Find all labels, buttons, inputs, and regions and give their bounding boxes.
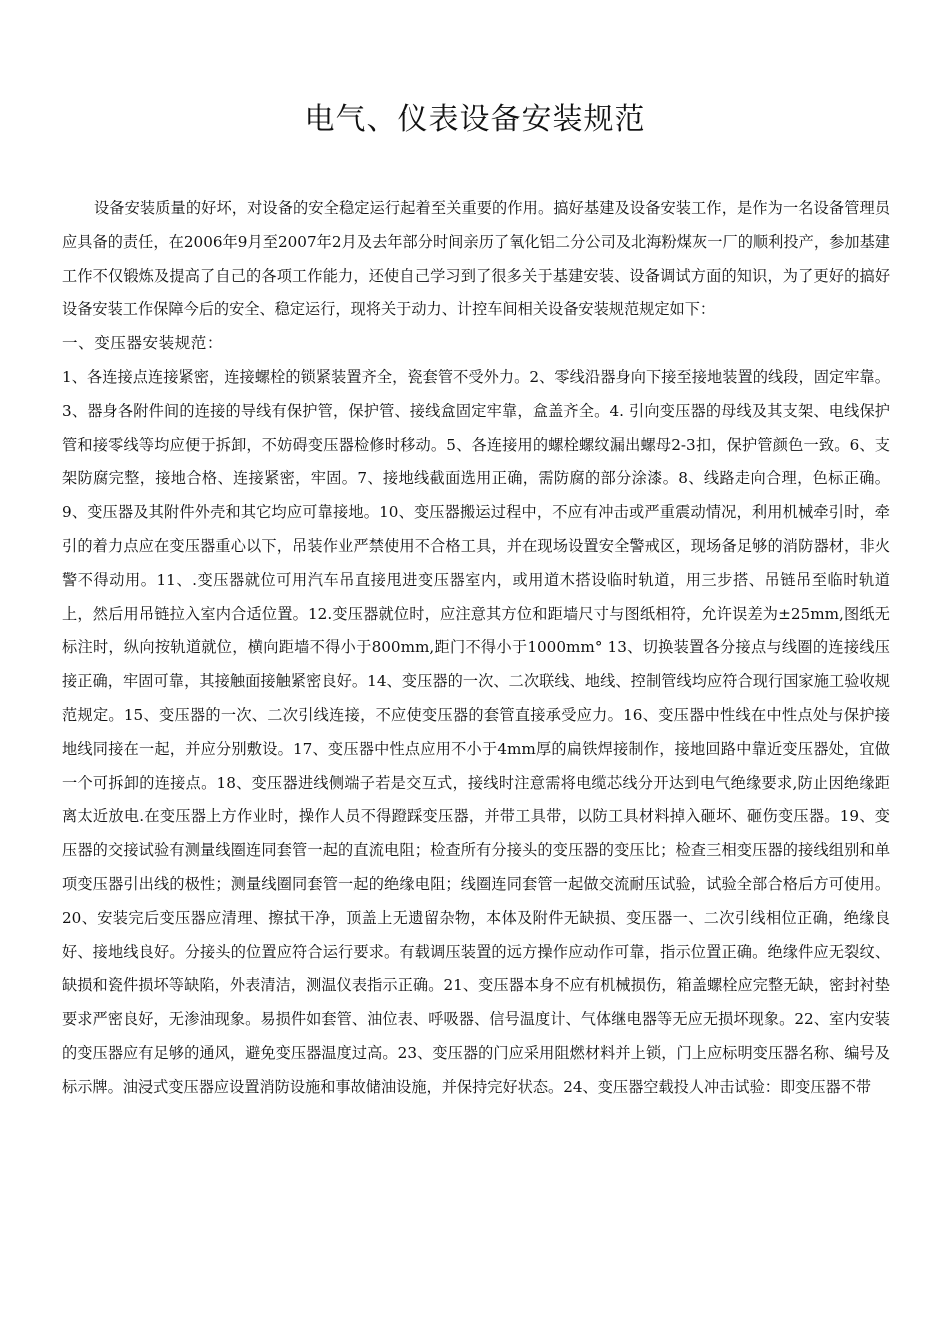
document-body [62, 192, 890, 1105]
section-heading-transformer: 一、变压器安装规范： [62, 334, 223, 353]
section-body-transformer: 1、各连接点连接紧密，连接螺栓的锁紧装置齐全，瓷套管不受外力。2、零线沿器身向下接至接地装置的线段，固定牢靠。3、器身各附件间的连接的导线有保护管，保护管、接线盒固定牢靠，盒盖齐全。4. 引向变压器的母线及其支架、电线保护管和接零线等均应便于拆卸，不妨碍变压器检修时移动。5、各连接用的螺栓螺纹漏出螺母2-3扣，保护管颜色一致。6、支架防腐完整，接地合格、连接紧密，牢固。7、接地线截面选用正确，需防腐的部分涂漆。8、线路走向合理，色标正确。9、变压器及其附件外壳和其它均应可靠接地。10、变压器搬运过程中，不应有冲击或严重震动情况，利用机械牵引时，牵引的着力点应在变压器重心以下，吊装作业严禁使用不合格工具，并在现场设置安全警戒区，现场备足够的消防器材，非火警不得动用。11、.变压器就位可用汽车吊直接甩进变压器室内，或用道木搭设临时轨道，用三步搭、吊链吊至临时轨道上，然后用吊链拉入室内合适位置。12.变压器就位时，应注意其方位和距墙尺寸与图纸相符，允许误差为±25mm,图纸无标注时，纵向按轨道就位，横向距墙不得小于800mm,距门不得小于1000mm° 13、切换装置各分接点与线圈的连接线压接正确，牢固可靠，其接触面接触紧密良好。14、变压器的一次、二次联线、地线、控制管线均应符合现行国家施工验收规范规定。15、变压器的一次、二次引线连接，不应使变压器的套管直接承受应力。16、变压器中性线在中性点处与保护接地线同接在一起，并应分别敷设。17、变压器中性点应用不小于4mm厚的扁铁焊接制作，接地回路中靠近变压器处，宜做一个可拆卸的连接点。18、变压器进线侧端子若是交互式，接线时注意需将电缆芯线分开达到电气绝缘要求,防止因绝缘距离太近放电.在变压器上方作业时，操作人员不得蹬踩变压器，并带工具带，以防工具材料掉入砸坏、砸伤变压器。19、变压器的交接试验有测量线圈连同套管一起的直流电阻；检查所有分接头的变压器的变压比；检查三相变压器的接线组别和单项变压器引出线的极性；测量线圈同套管一起的绝缘电阻；线圈连同套管一起做交流耐压试验，试验全部合格后方可使用。20、安装完后变压器应清理、擦拭干净，顶盖上无遗留杂物，本体及附件无缺损、变压器一、二次引线相位正确，绝缘良好、接地线良好。分接头的位置应符合运行要求。有载调压装置的远方操作应动作可靠，指示位置正确。绝缘件应无裂纹、缺损和瓷件损坏等缺陷，外表清洁，测温仪表指示正确。21、变压器本身不应有机械损伤，箱盖螺栓应完整无缺，密封衬垫要求严密良好，无渗油现象。易损件如套管、油位表、呼吸器、信号温度计、气体继电器等无应无损坏现象。22、室内安装的变压器应有足够的通风，避免变压器温度过高。23、变压器的门应采用阻燃材料并上锁，门上应标明变压器名称、编号及标示牌。油浸式变压器应设置消防设施和事故储油设施，并保持完好状态。24、变压器空载投人冲击试验：即变压器不带 [62, 367, 890, 1096]
document-title: 电气、仪表设备安装规范 [304, 102, 646, 137]
intro-paragraph: 设备安装质量的好坏，对设备的安全稳定运行起着至关重要的作用。搞好基建及设备安装工作，是作为一名设备管理员应具备的责任，在2006年9月至2007年2月及去年部分时间亲历了氧化铝二分公司及北海粉煤灰一厂的顺利投产，参加基建工作不仅锻炼及提高了自己的各项工作能力，还使自己学习到了很多关于基建安装、设备调试方面的知识，为了更好的搞好设备安装工作保障今后的安全、稳定运行，现将关于动力、计控车间相关设备安装规范规定如下： [62, 199, 890, 319]
